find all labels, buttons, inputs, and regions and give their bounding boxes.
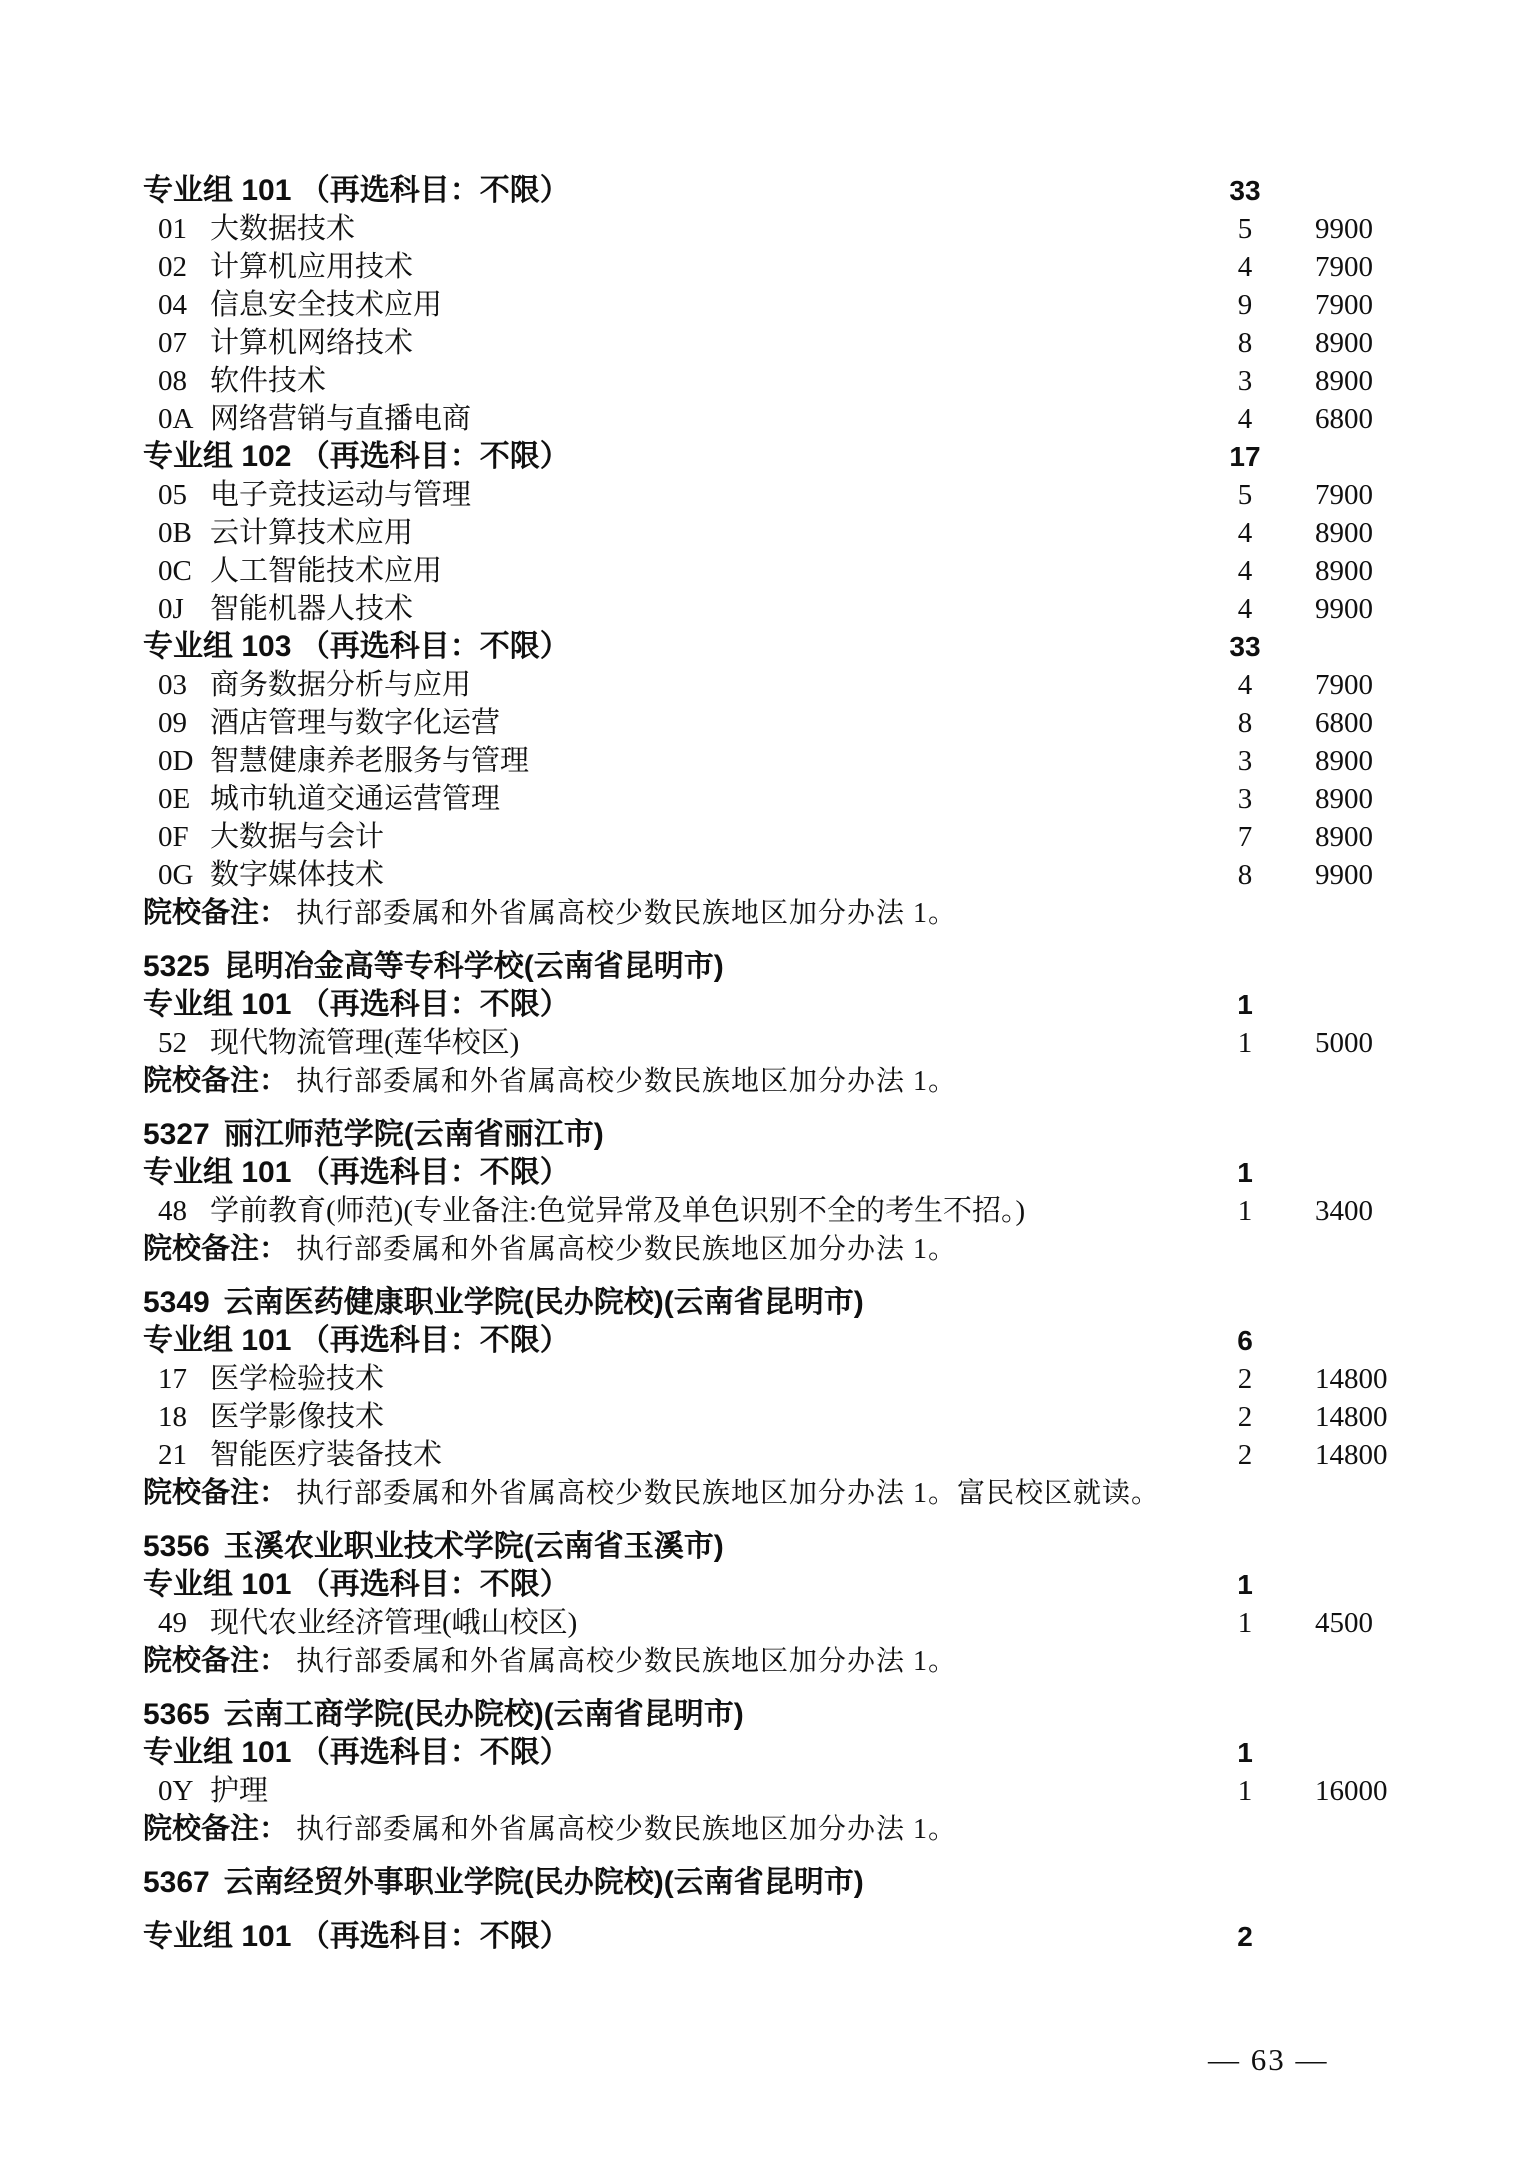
major-code: 17 xyxy=(158,1363,187,1395)
major-name: 学前教育(师范)(专业备注:色觉异常及单色识别不全的考生不招。) xyxy=(210,1195,1026,1227)
major-tuition-fee: 9900 xyxy=(1315,213,1373,245)
major-group-header xyxy=(143,438,1457,476)
major-tuition-fee: 16000 xyxy=(1315,1775,1388,1807)
school-name: 玉溪农业职业技术学院(云南省玉溪市) xyxy=(223,1530,724,1563)
school-remark xyxy=(143,1062,1457,1100)
major-code: 18 xyxy=(158,1401,187,1433)
group-label: 专业组 101 （再选科目：不限） xyxy=(143,1324,570,1357)
major-row xyxy=(143,324,1457,362)
group-label: 专业组 101 （再选科目：不限） xyxy=(143,1920,570,1953)
group-label: 专业组 101 （再选科目：不限） xyxy=(143,988,570,1021)
major-code: 0J xyxy=(158,593,184,625)
major-plan-count: 8 xyxy=(1237,707,1253,739)
remark-text: 执行部委属和外省属高校少数民族地区加分办法 1。 xyxy=(296,1646,958,1677)
major-tuition-fee: 7900 xyxy=(1315,251,1373,283)
school-code: 5325 xyxy=(143,950,210,983)
major-name: 现代农业经济管理(峨山校区) xyxy=(210,1607,578,1639)
major-name: 商务数据分析与应用 xyxy=(210,669,472,701)
major-tuition-fee: 8900 xyxy=(1315,555,1373,587)
group-plan-count: 33 xyxy=(1229,631,1261,662)
major-code: 03 xyxy=(158,669,187,701)
major-plan-count: 8 xyxy=(1237,859,1253,891)
group-label: 专业组 101 （再选科目：不限） xyxy=(143,1736,570,1769)
major-name: 数字媒体技术 xyxy=(210,859,385,891)
major-code: 0A xyxy=(158,403,194,435)
major-name: 大数据技术 xyxy=(210,213,356,245)
major-tuition-fee: 8900 xyxy=(1315,327,1373,359)
school-header xyxy=(143,1864,1457,1902)
major-plan-count: 2 xyxy=(1237,1401,1253,1433)
major-group-header xyxy=(143,1566,1457,1604)
major-row xyxy=(143,704,1457,742)
remark-label: 院校备注： xyxy=(143,1813,289,1845)
school-name: 昆明冶金高等专科学校(云南省昆明市) xyxy=(223,950,724,983)
major-row xyxy=(143,286,1457,324)
major-tuition-fee: 4500 xyxy=(1315,1607,1373,1639)
major-plan-count: 4 xyxy=(1237,555,1253,587)
group-plan-count: 2 xyxy=(1237,1921,1253,1952)
school-remark xyxy=(143,894,1457,932)
major-tuition-fee: 9900 xyxy=(1315,859,1373,891)
major-name: 计算机网络技术 xyxy=(210,327,414,359)
school-code: 5367 xyxy=(143,1866,210,1899)
major-name: 智能机器人技术 xyxy=(210,593,414,625)
major-plan-count: 7 xyxy=(1237,821,1253,853)
major-code: 48 xyxy=(158,1195,187,1227)
major-code: 0B xyxy=(158,517,192,549)
major-code: 05 xyxy=(158,479,187,511)
major-code: 0F xyxy=(158,821,189,853)
major-group-header xyxy=(143,1918,1457,1956)
major-code: 04 xyxy=(158,289,187,321)
major-code: 49 xyxy=(158,1607,187,1639)
major-code: 0C xyxy=(158,555,192,587)
school-code: 5365 xyxy=(143,1698,210,1731)
school-remark xyxy=(143,1474,1457,1512)
school-name: 云南经贸外事职业学院(民办院校)(云南省昆明市) xyxy=(223,1866,864,1899)
major-plan-count: 3 xyxy=(1237,745,1253,777)
major-code: 0D xyxy=(158,745,194,777)
major-tuition-fee: 7900 xyxy=(1315,669,1373,701)
major-name: 软件技术 xyxy=(210,365,327,397)
major-tuition-fee: 6800 xyxy=(1315,403,1373,435)
group-label: 专业组 101 （再选科目：不限） xyxy=(143,174,570,207)
major-code: 09 xyxy=(158,707,187,739)
major-row xyxy=(143,742,1457,780)
group-label: 专业组 102 （再选科目：不限） xyxy=(143,440,570,473)
school-header xyxy=(143,1528,1457,1566)
school-header xyxy=(143,1116,1457,1154)
major-group-header xyxy=(143,1322,1457,1360)
major-row xyxy=(143,856,1457,894)
major-row xyxy=(143,362,1457,400)
remark-label: 院校备注： xyxy=(143,1233,289,1265)
school-remark xyxy=(143,1810,1457,1848)
remark-label: 院校备注： xyxy=(143,1645,289,1677)
major-tuition-fee: 3400 xyxy=(1315,1195,1373,1227)
group-plan-count: 17 xyxy=(1229,441,1261,472)
major-plan-count: 1 xyxy=(1237,1195,1253,1227)
page-number: — 63 — xyxy=(1208,2042,1329,2077)
major-group-header xyxy=(143,628,1457,666)
major-row xyxy=(143,1436,1457,1474)
school-code: 5349 xyxy=(143,1286,210,1319)
major-plan-count: 3 xyxy=(1237,365,1253,397)
major-name: 人工智能技术应用 xyxy=(210,555,443,587)
major-name: 护理 xyxy=(210,1775,269,1807)
major-code: 52 xyxy=(158,1027,187,1059)
major-name: 医学影像技术 xyxy=(210,1401,385,1433)
remark-text: 执行部委属和外省属高校少数民族地区加分办法 1。 xyxy=(296,1066,958,1097)
school-header xyxy=(143,1284,1457,1322)
major-plan-count: 1 xyxy=(1237,1607,1253,1639)
group-plan-count: 6 xyxy=(1237,1325,1253,1356)
remark-text: 执行部委属和外省属高校少数民族地区加分办法 1。 xyxy=(296,898,958,929)
school-remark xyxy=(143,1642,1457,1680)
major-code: 21 xyxy=(158,1439,187,1471)
school-name: 丽江师范学院(云南省丽江市) xyxy=(223,1118,604,1151)
major-row xyxy=(143,818,1457,856)
major-name: 酒店管理与数字化运营 xyxy=(210,707,501,739)
major-plan-count: 3 xyxy=(1237,783,1253,815)
major-code: 08 xyxy=(158,365,187,397)
school-remark xyxy=(143,1230,1457,1268)
major-plan-count: 1 xyxy=(1237,1027,1253,1059)
remark-label: 院校备注： xyxy=(143,897,289,929)
school-header xyxy=(143,1696,1457,1734)
major-name: 大数据与会计 xyxy=(210,821,385,853)
major-name: 医学检验技术 xyxy=(210,1363,385,1395)
group-plan-count: 1 xyxy=(1237,1569,1253,1600)
major-plan-count: 1 xyxy=(1237,1775,1253,1807)
remark-label: 院校备注： xyxy=(143,1065,289,1097)
major-group-header xyxy=(143,986,1457,1024)
major-plan-count: 8 xyxy=(1237,327,1253,359)
school-code: 5356 xyxy=(143,1530,210,1563)
major-plan-count: 2 xyxy=(1237,1363,1253,1395)
group-plan-count: 1 xyxy=(1237,989,1253,1020)
major-tuition-fee: 14800 xyxy=(1315,1401,1388,1433)
major-group-header xyxy=(143,1154,1457,1192)
school-name: 云南工商学院(民办院校)(云南省昆明市) xyxy=(223,1698,744,1731)
major-code: 02 xyxy=(158,251,187,283)
major-code: 0G xyxy=(158,859,194,891)
major-tuition-fee: 8900 xyxy=(1315,783,1373,815)
major-name: 计算机应用技术 xyxy=(210,251,414,283)
remark-label: 院校备注： xyxy=(143,1477,289,1509)
major-name: 智能医疗装备技术 xyxy=(210,1439,443,1471)
major-plan-count: 9 xyxy=(1237,289,1253,321)
remark-text: 执行部委属和外省属高校少数民族地区加分办法 1。 xyxy=(296,1814,958,1845)
major-row xyxy=(143,1360,1457,1398)
major-plan-count: 4 xyxy=(1237,517,1253,549)
major-row xyxy=(143,1398,1457,1436)
major-row xyxy=(143,590,1457,628)
major-row xyxy=(143,1192,1457,1230)
major-tuition-fee: 6800 xyxy=(1315,707,1373,739)
major-tuition-fee: 8900 xyxy=(1315,745,1373,777)
major-row xyxy=(143,780,1457,818)
group-label: 专业组 103 （再选科目：不限） xyxy=(143,630,570,663)
major-tuition-fee: 7900 xyxy=(1315,289,1373,321)
major-tuition-fee: 14800 xyxy=(1315,1363,1388,1395)
school-code: 5327 xyxy=(143,1118,210,1151)
major-plan-count: 2 xyxy=(1237,1439,1253,1471)
major-name: 云计算技术应用 xyxy=(210,517,414,549)
major-group-header xyxy=(143,172,1457,210)
major-name: 智慧健康养老服务与管理 xyxy=(210,745,530,777)
major-group-header xyxy=(143,1734,1457,1772)
group-label: 专业组 101 （再选科目：不限） xyxy=(143,1156,570,1189)
major-plan-count: 4 xyxy=(1237,403,1253,435)
group-plan-count: 1 xyxy=(1237,1157,1253,1188)
group-plan-count: 1 xyxy=(1237,1737,1253,1768)
major-code: 07 xyxy=(158,327,187,359)
major-row xyxy=(143,210,1457,248)
major-row xyxy=(143,552,1457,590)
major-name: 电子竞技运动与管理 xyxy=(210,479,472,511)
major-code: 0Y xyxy=(158,1775,194,1807)
major-row xyxy=(143,248,1457,286)
major-plan-count: 4 xyxy=(1237,669,1253,701)
major-row xyxy=(143,476,1457,514)
major-code: 01 xyxy=(158,213,187,245)
major-tuition-fee: 7900 xyxy=(1315,479,1373,511)
major-tuition-fee: 8900 xyxy=(1315,821,1373,853)
major-tuition-fee: 8900 xyxy=(1315,517,1373,549)
major-tuition-fee: 8900 xyxy=(1315,365,1373,397)
school-header xyxy=(143,948,1457,986)
group-plan-count: 33 xyxy=(1229,175,1261,206)
group-label: 专业组 101 （再选科目：不限） xyxy=(143,1568,570,1601)
remark-text: 执行部委属和外省属高校少数民族地区加分办法 1。 xyxy=(296,1234,958,1265)
major-name: 现代物流管理(莲华校区) xyxy=(210,1027,520,1059)
major-name: 信息安全技术应用 xyxy=(210,289,443,321)
major-row xyxy=(143,514,1457,552)
admission-plan-list xyxy=(143,172,1457,1956)
major-plan-count: 4 xyxy=(1237,251,1253,283)
major-row xyxy=(143,1772,1457,1810)
major-plan-count: 5 xyxy=(1237,479,1253,511)
major-plan-count: 4 xyxy=(1237,593,1253,625)
major-row xyxy=(143,1024,1457,1062)
major-tuition-fee: 5000 xyxy=(1315,1027,1373,1059)
remark-text: 执行部委属和外省属高校少数民族地区加分办法 1。富民校区就读。 xyxy=(296,1478,1161,1509)
major-plan-count: 5 xyxy=(1237,213,1253,245)
major-tuition-fee: 9900 xyxy=(1315,593,1373,625)
major-name: 城市轨道交通运营管理 xyxy=(210,783,501,815)
major-row xyxy=(143,400,1457,438)
major-code: 0E xyxy=(158,783,191,815)
school-name: 云南医药健康职业学院(民办院校)(云南省昆明市) xyxy=(223,1286,864,1319)
major-name: 网络营销与直播电商 xyxy=(210,403,472,435)
major-row xyxy=(143,1604,1457,1642)
major-tuition-fee: 14800 xyxy=(1315,1439,1388,1471)
major-row xyxy=(143,666,1457,704)
